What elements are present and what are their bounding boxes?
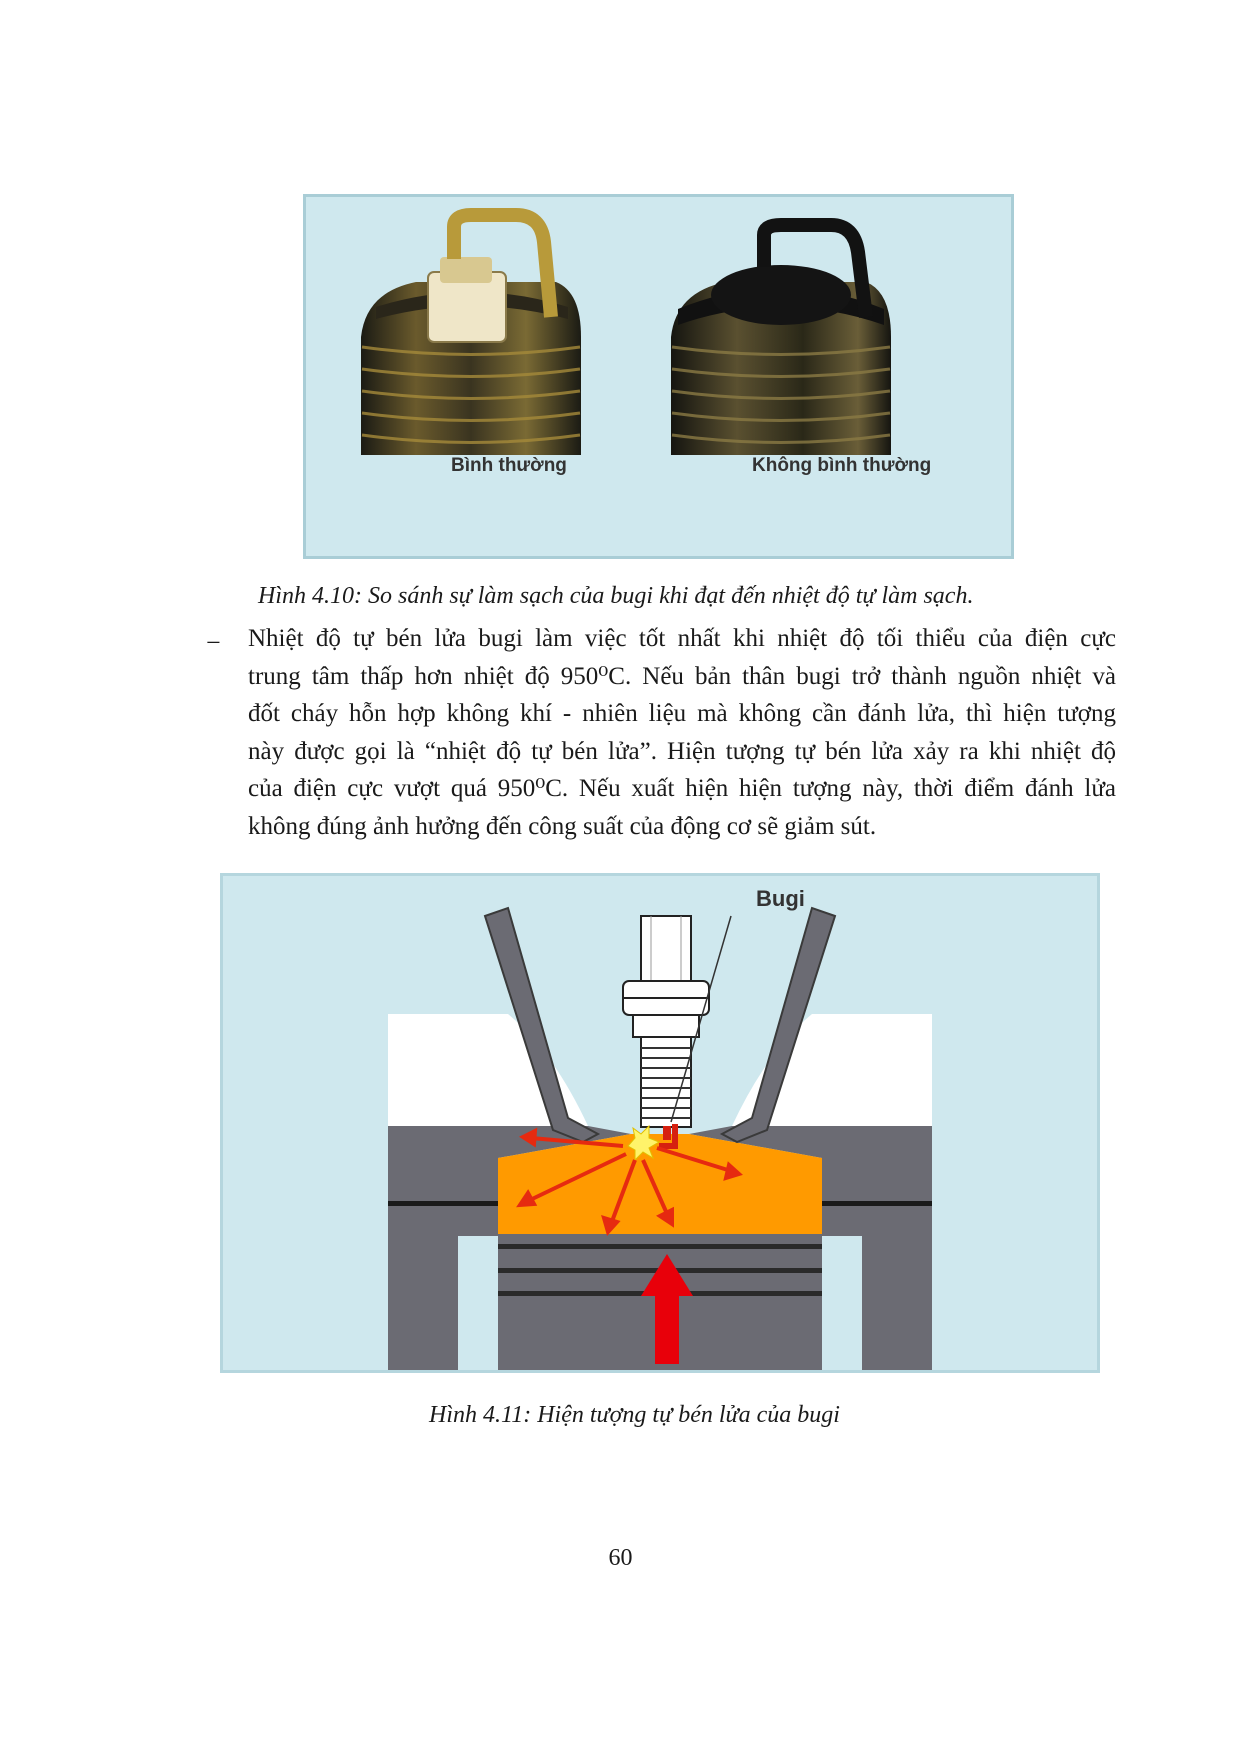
abnormal-spark-plug bbox=[671, 225, 891, 455]
figure-4-10-caption: Hình 4.10: So sánh sự làm sạch của bugi khi đạt đến nhiệt độ tự làm sạch. bbox=[258, 583, 974, 609]
spark-plug bbox=[623, 916, 709, 1146]
paragraph-line: đốt cháy hỗn hợp không khí - nhiên liệu mà không cần đánh lửa, thì hiện tượng bbox=[248, 700, 1116, 727]
label-bugi: Bugi bbox=[756, 886, 805, 911]
body-paragraph bbox=[248, 620, 1116, 845]
figure-4-11-caption: Hình 4.11: Hiện tượng tự bén lửa của bugi bbox=[429, 1402, 840, 1428]
page-number: 60 bbox=[608, 1545, 633, 1571]
paragraph-line: của điện cực vượt quá 950⁰C. Nếu xuất hiện hiện tượng này, thời điểm đánh lửa bbox=[248, 775, 1116, 802]
spark-plugs-illustration bbox=[306, 197, 1011, 556]
paragraph-line: không đúng ảnh hưởng đến công suất của động cơ sẽ giảm sút. bbox=[248, 812, 877, 840]
paragraph-line: trung tâm thấp hơn nhiệt độ 950⁰C. Nếu bản thân bugi trở thành nguồn nhiệt và bbox=[248, 662, 1116, 690]
figure-spark-plug-comparison bbox=[303, 194, 1014, 559]
figure-pre-ignition bbox=[220, 873, 1100, 1373]
paragraph-line: Nhiệt độ tự bén lửa bugi làm việc tốt nhất khi nhiệt độ tối thiểu của điện cực bbox=[248, 625, 1116, 652]
engine-cylinder-illustration bbox=[223, 876, 1097, 1370]
normal-spark-plug bbox=[361, 215, 581, 455]
paragraph-line: này được gọi là “nhiệt độ tự bén lửa”. Hiện tượng tự bén lửa xảy ra khi nhiệt độ bbox=[248, 737, 1116, 765]
bullet-dash: − bbox=[206, 628, 221, 657]
label-normal: Bình thường bbox=[451, 455, 567, 476]
label-abnormal: Không bình thường bbox=[752, 455, 932, 476]
